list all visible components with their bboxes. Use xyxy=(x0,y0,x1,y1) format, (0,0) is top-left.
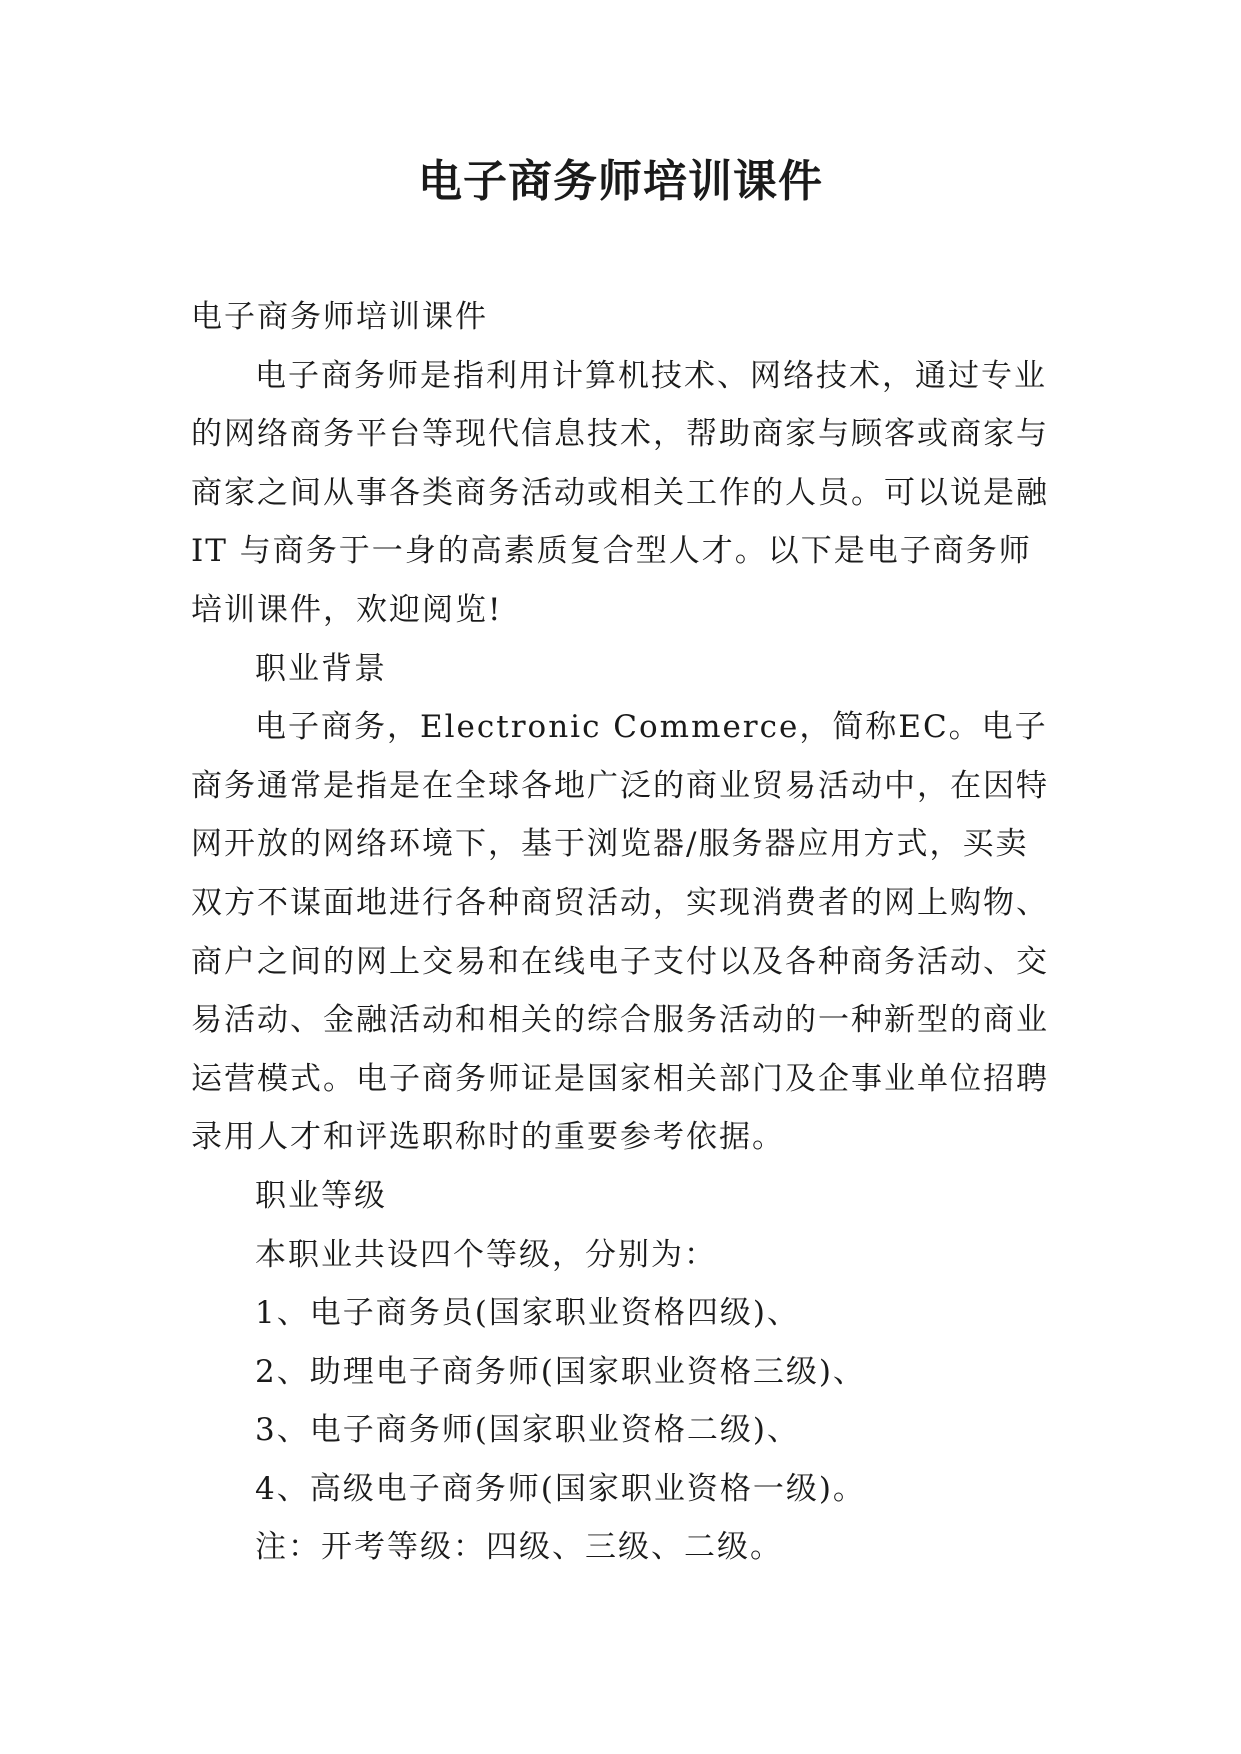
background-paragraph: 电子商务，Electronic Commerce，简称EC。电子商务通常是指是在全球各地广泛的商业贸易活动中，在因特网开放的网络环境下，基于浏览器/服务器应用方式，买卖双方不谋面地进行各种商贸活动，实现消费者的网上购物、商户之间的网上交易和在线电子支付以及各种商务活动、交易活动、金融活动和相关的综合服务活动的一种新型的商业运营模式。电子商务师证是国家相关部门及企事业单位招聘录用人才和评选职称时的重要参考依据。 xyxy=(191,709,1049,1156)
note-paragraph: 注：开考等级：四级、三级、二级。 xyxy=(255,1529,783,1566)
levels-intro-paragraph: 本职业共设四个等级，分别为： xyxy=(255,1236,717,1273)
level-item-3: 3、电子商务师(国家职业资格二级)、 xyxy=(255,1412,800,1449)
subtitle-paragraph: 电子商务师培训课件 xyxy=(191,299,488,335)
intro-paragraph: 电子商务师是指利用计算机技术、网络技术，通过专业的网络商务平台等现代信息技术，帮助商家与顾客或商家与商家之间从事各类商务活动或相关工作的人员。可以说是融IT 与商务于一身的高素质复合型人才。以下是电子商务师培训课件，欢迎阅览! xyxy=(191,357,1049,628)
document-title: 电子商务师培训课件 xyxy=(418,156,823,207)
section-heading-levels: 职业等级 xyxy=(255,1177,387,1214)
level-item-1: 1、电子商务员(国家职业资格四级)、 xyxy=(255,1295,800,1332)
section-heading-background: 职业背景 xyxy=(255,650,387,687)
document-body xyxy=(191,288,1053,1577)
level-item-4: 4、高级电子商务师(国家职业资格一级)。 xyxy=(255,1470,866,1507)
level-item-2: 2、助理电子商务师(国家职业资格三级)、 xyxy=(255,1353,866,1390)
